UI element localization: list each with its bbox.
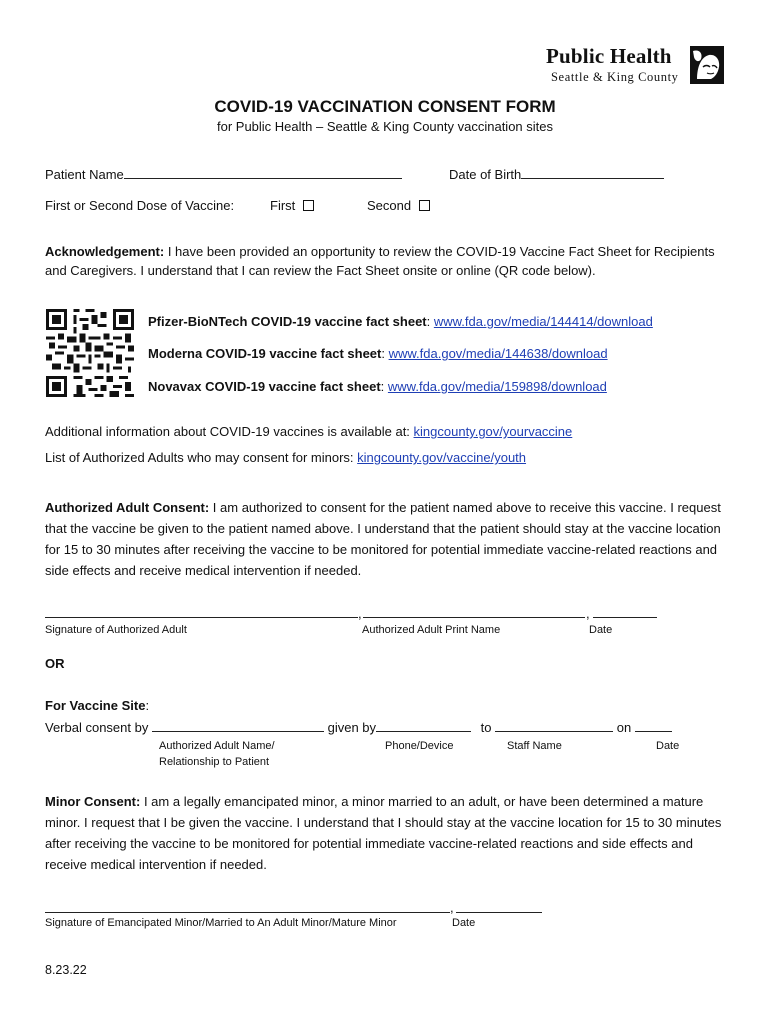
to-label: to	[480, 720, 492, 735]
authorized-print-caption: Authorized Adult Print Name	[362, 624, 501, 636]
verbal-consent-name-field[interactable]	[152, 719, 324, 732]
fact-sheet-moderna-sep: :	[381, 346, 389, 361]
fact-sheet-pfizer-link[interactable]: www.fda.gov/media/144414/download	[433, 314, 653, 329]
or-divider-label: OR	[45, 656, 65, 671]
minor-date-caption: Date	[452, 917, 476, 929]
staff-name-caption: Staff Name	[507, 740, 562, 752]
authorized-date-field[interactable]	[593, 617, 657, 618]
given-by-field[interactable]	[376, 719, 471, 732]
second-dose-option	[367, 198, 430, 213]
on-label: on	[616, 720, 632, 735]
verbal-name-caption-2: Relationship to Patient	[159, 756, 270, 768]
fact-sheet-pfizer	[148, 314, 653, 329]
page-title: COVID-19 VACCINATION CONSENT FORM	[214, 97, 556, 116]
verbal-consent-label: Verbal consent by	[45, 720, 149, 735]
patient-name-field[interactable]	[124, 166, 402, 179]
vaccine-site-heading: For Vaccine Site	[45, 698, 146, 713]
authorized-signature-caption: Signature of Authorized Adult	[45, 624, 187, 636]
logo-subtitle: Seattle & King County	[551, 70, 679, 84]
verbal-name-caption-1: Authorized Adult Name/	[159, 740, 275, 752]
dob-field[interactable]	[521, 166, 664, 179]
fact-sheet-novavax-sep: :	[380, 379, 388, 394]
patient-name-label: Patient Name	[45, 167, 124, 182]
minor-consent-text: I am a legally emancipated minor, a minor married to an adult, or have been determined a mature minor. I request that I be given the vaccine. I understand that I should stay at the vaccine location for 15 to 30 minutes after receiving the vaccine to be monitored for potential immediate vaccine-related reactions and side effects and receive medical intervention if needed.	[45, 794, 722, 872]
authorized-date-caption: Date	[589, 624, 613, 636]
acknowledgement-text: I have been provided an opportunity to review the COVID-19 Vaccine Fact Sheet for Recipients and Caregivers. I understand that I can review the Fact Sheet onsite or online (QR code below).	[45, 244, 715, 278]
vaccine-site-date-caption: Date	[656, 740, 680, 752]
authorized-consent-paragraph	[45, 497, 730, 581]
vaccine-site-colon: :	[145, 698, 150, 713]
second-dose-checkbox[interactable]	[419, 200, 430, 211]
given-by-label: given by	[327, 720, 377, 735]
additional-info-row	[45, 424, 572, 439]
qr-code-icon	[46, 309, 134, 397]
fact-sheet-pfizer-sep: :	[426, 314, 434, 329]
authorized-adults-link[interactable]: kingcounty.gov/vaccine/youth	[357, 450, 527, 465]
first-dose-option	[270, 198, 314, 213]
minor-sig-comma: ,	[450, 900, 454, 915]
authorized-adults-row	[45, 450, 526, 465]
acknowledgement-paragraph	[45, 242, 725, 280]
fact-sheet-novavax	[148, 379, 607, 394]
verbal-consent-row	[45, 719, 672, 735]
sig-comma-1: ,	[358, 606, 362, 621]
first-dose-label: First	[270, 198, 296, 213]
logo-portrait	[689, 45, 725, 85]
fact-sheet-pfizer-label: Pfizer-BioNTech COVID-19 vaccine fact sheet	[148, 314, 427, 329]
fact-sheet-moderna-link[interactable]: www.fda.gov/media/144638/download	[388, 346, 608, 361]
sig-comma-2: ,	[586, 606, 590, 621]
phone-device-caption: Phone/Device	[385, 740, 454, 752]
dob-label: Date of Birth	[449, 167, 522, 182]
staff-name-field[interactable]	[495, 719, 613, 732]
minor-date-field[interactable]	[456, 912, 542, 913]
fact-sheet-novavax-link[interactable]: www.fda.gov/media/159898/download	[387, 379, 607, 394]
second-dose-label: Second	[367, 198, 412, 213]
authorized-print-name-field[interactable]	[363, 617, 585, 618]
authorized-adults-text: List of Authorized Adults who may consent for minors:	[45, 450, 358, 465]
minor-signature-caption: Signature of Emancipated Minor/Married to An Adult Minor/Mature Minor	[45, 917, 397, 929]
patient-name-row	[45, 166, 402, 182]
vaccine-site-heading-row	[45, 698, 149, 713]
page-subtitle: for Public Health – Seattle & King County vaccination sites	[216, 119, 553, 134]
vaccine-site-date-field[interactable]	[635, 719, 672, 732]
minor-consent-paragraph	[45, 791, 730, 875]
authorized-consent-text: I am authorized to consent for the patient named above to receive this vaccine. I request that the vaccine be given to the patient named above. I understand that the patient should stay at the vaccine location for 15 to 30 minutes after receiving the vaccine to be monitored for potential immediate vaccine-related reactions and side effects and receive medical intervention if needed.	[45, 500, 721, 578]
authorized-consent-heading: Authorized Adult Consent:	[45, 500, 210, 515]
dose-label: First or Second Dose of Vaccine:	[45, 198, 235, 213]
fact-sheet-moderna	[148, 346, 608, 361]
dob-row	[449, 166, 664, 182]
fact-sheet-novavax-label: Novavax COVID-19 vaccine fact sheet	[148, 379, 381, 394]
form-version: 8.23.22	[45, 963, 87, 977]
additional-info-text: Additional information about COVID-19 vaccines is available at:	[45, 424, 414, 439]
logo-title: Public Health	[546, 44, 672, 68]
fact-sheet-moderna-label: Moderna COVID-19 vaccine fact sheet	[148, 346, 382, 361]
authorized-signature-field[interactable]	[45, 617, 358, 618]
acknowledgement-heading: Acknowledgement:	[45, 244, 165, 259]
first-dose-checkbox[interactable]	[303, 200, 314, 211]
minor-signature-field[interactable]	[45, 912, 450, 913]
additional-info-link[interactable]: kingcounty.gov/yourvaccine	[413, 424, 573, 439]
minor-consent-heading: Minor Consent:	[45, 794, 141, 809]
